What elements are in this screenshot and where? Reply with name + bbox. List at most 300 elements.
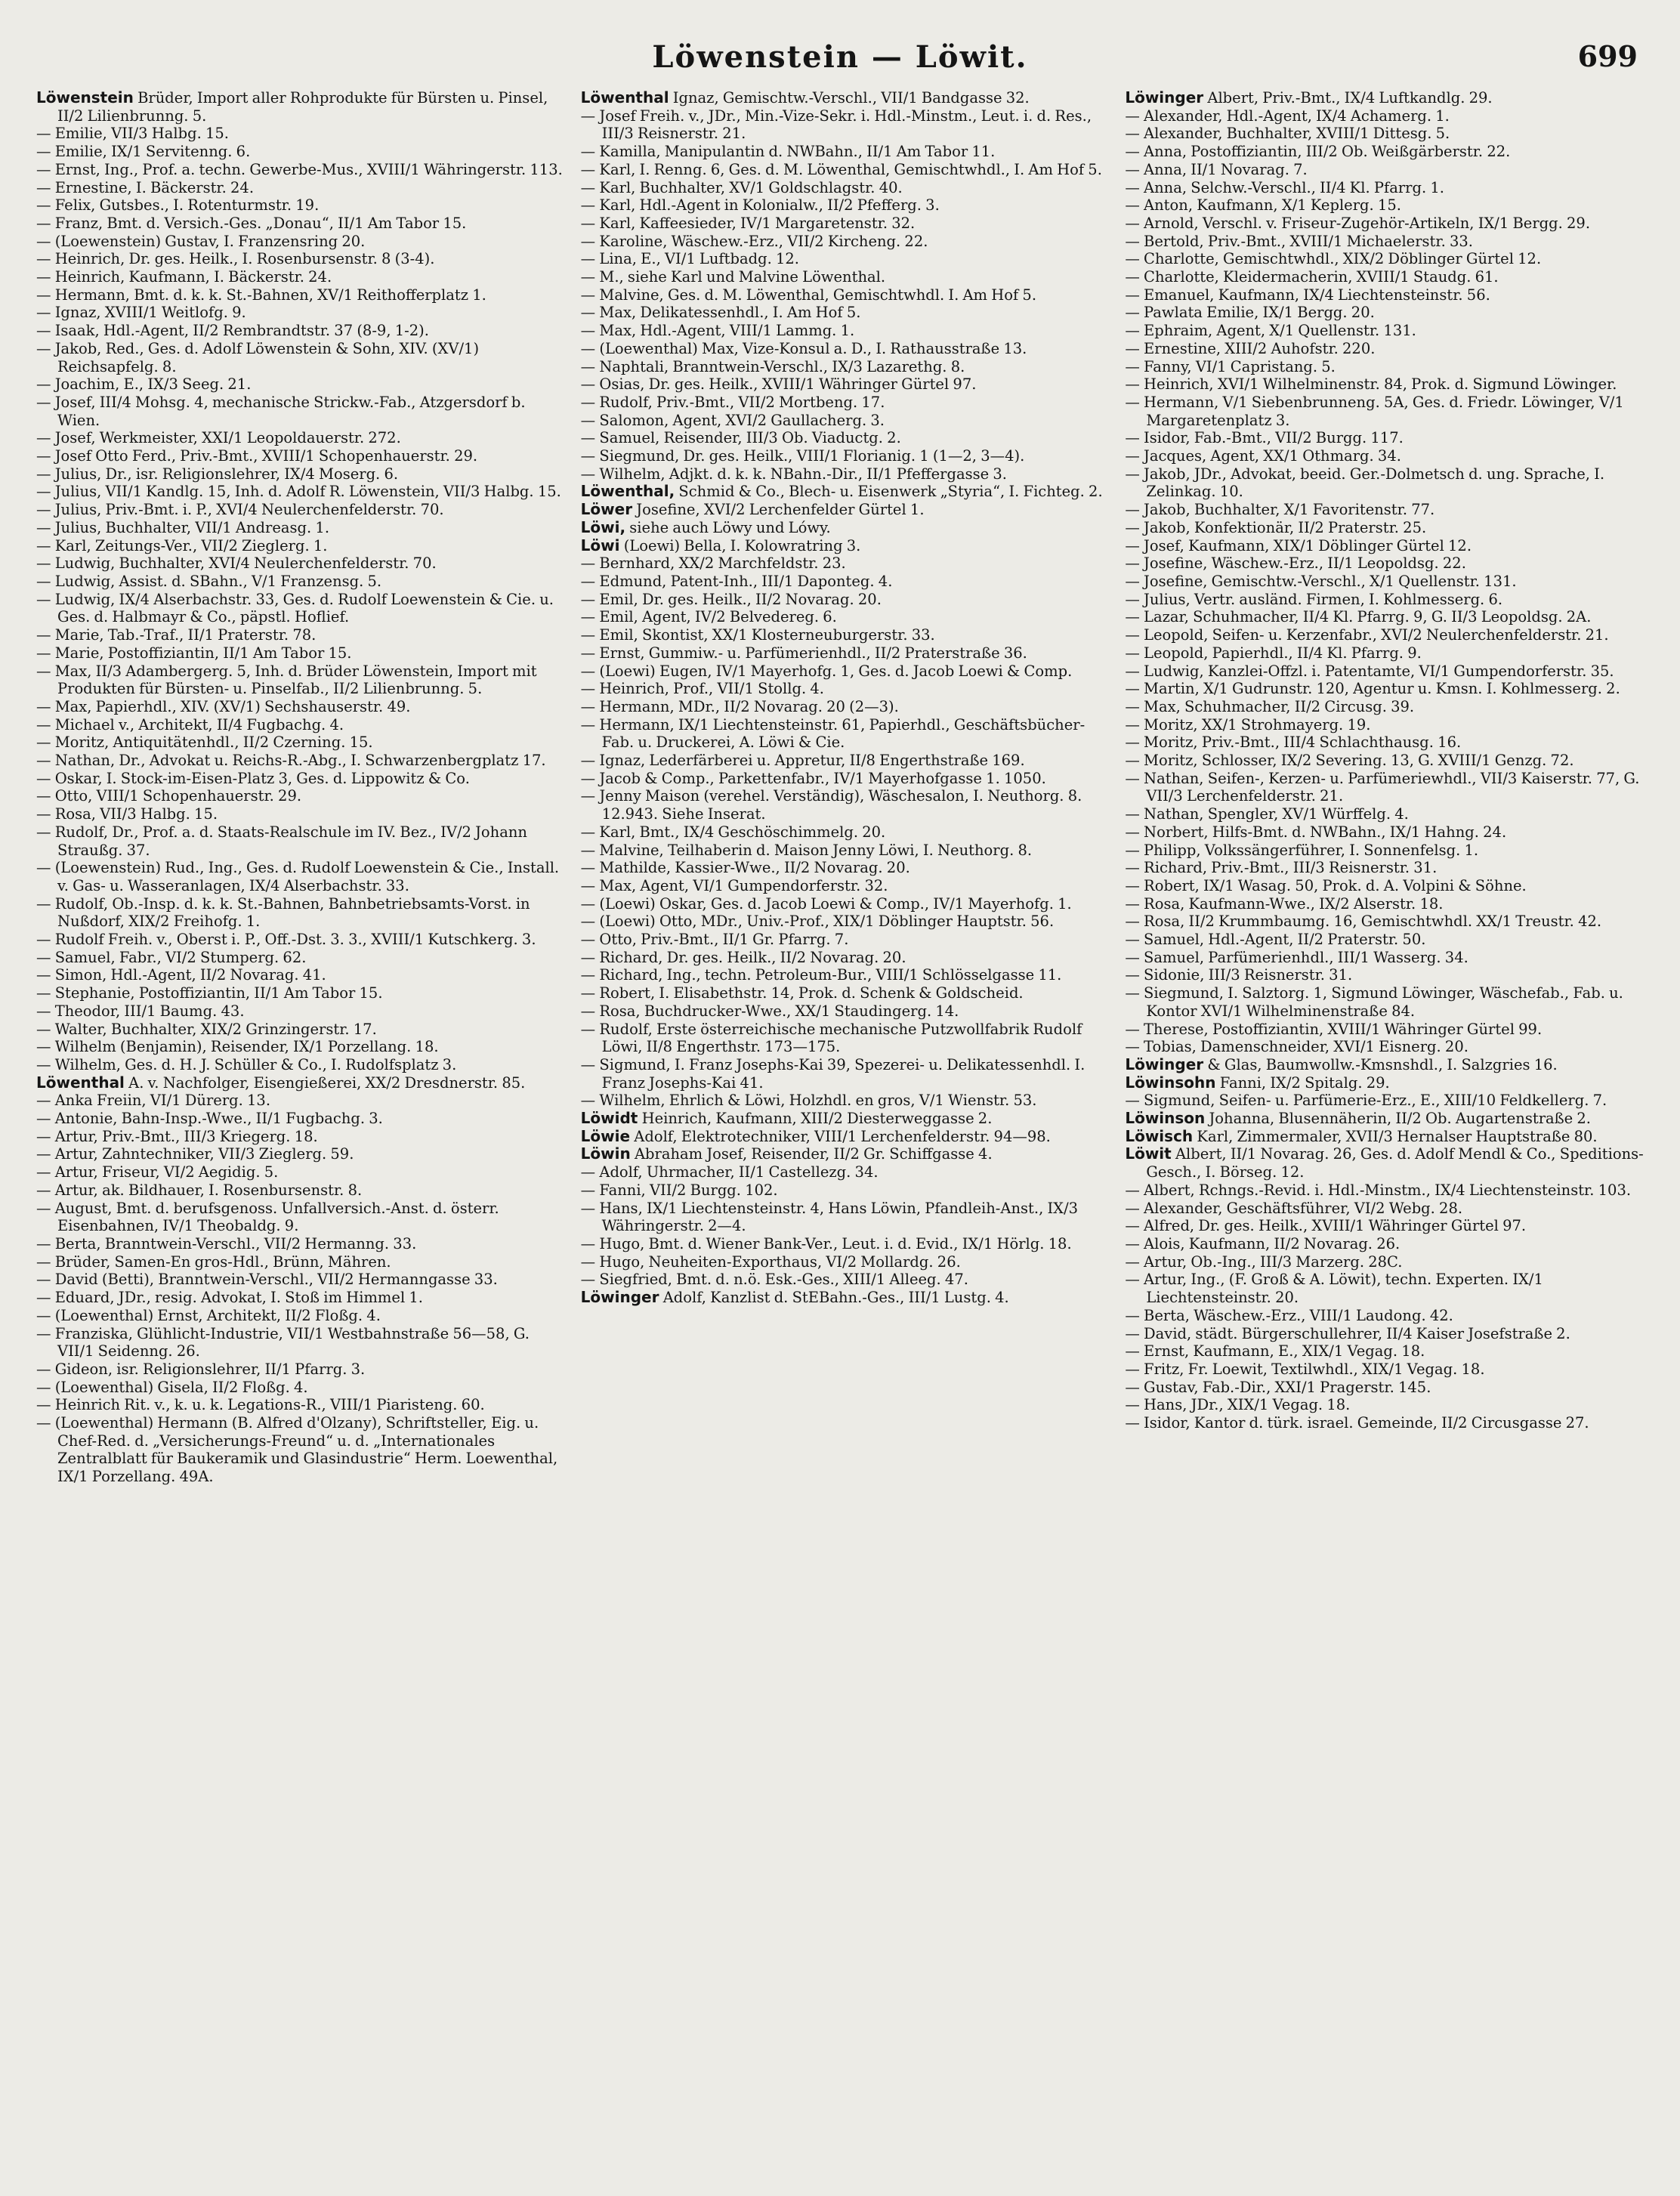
directory-entry xyxy=(36,1200,567,1235)
directory-entry xyxy=(581,304,1112,322)
directory-entry xyxy=(581,644,1112,663)
entry-text: — Adolf, Uhrmacher, II/1 Castellezg. 34. xyxy=(580,1163,879,1181)
directory-entry xyxy=(581,680,1112,698)
entry-text: — Ludwig, Assist. d. SBahn., V/1 Franzensg. 5. xyxy=(36,572,382,590)
entry-text: Ignaz, Gemischtw.-Verschl., VII/1 Bandgasse 32. xyxy=(672,89,1030,107)
directory-entry xyxy=(36,215,567,233)
entry-text: — Julius, Dr., isr. Religionslehrer, IX/4 Moserg. 6. xyxy=(36,465,399,483)
directory-entry xyxy=(36,1289,567,1307)
entry-text: — Wilhelm (Benjamin), Reisender, IX/1 Porzellang. 18. xyxy=(36,1038,439,1056)
entry-text: — Malvine, Teilhaberin d. Maison Jenny Löwi, I. Neuthorg. 8. xyxy=(580,841,1033,859)
entry-text: — Rosa, II/2 Krummbaumg. 16, Gemischtwhdl. XX/1 Treustr. 42. xyxy=(1125,913,1602,931)
entry-text: — Karl, Bmt., IX/4 Geschöschimmelg. 20. xyxy=(580,823,886,841)
entry-text: — Isidor, Fab.-Bmt., VII/2 Burgg. 117. xyxy=(1125,429,1404,447)
entry-text: — Bernhard, XX/2 Marchfeldstr. 23. xyxy=(580,554,846,573)
directory-entry xyxy=(36,483,567,501)
entry-text: — Martin, X/1 Gudrunstr. 120, Agentur u. Kmsn. I. Kohlmesserg. 2. xyxy=(1125,680,1620,698)
entry-text: Schmid & Co., Blech- u. Eisenwerk „Styria“, I. Fichteg. 2. xyxy=(678,483,1103,501)
entry-surname: Löwinger xyxy=(1125,1055,1204,1073)
entry-text: — Ludwig, Buchhalter, XVI/4 Neulerchenfelderstr. 70. xyxy=(36,554,437,573)
entry-text: Adolf, Elektrotechniker, VIII/1 Lerchenfelderstr. 94—98. xyxy=(634,1127,1051,1145)
entry-text: — Julius, VII/1 Kandlg. 15, Inh. d. Adolf R. Löwenstein, VII/3 Halbg. 15. xyxy=(36,483,561,501)
directory-entry xyxy=(36,1110,567,1128)
directory-entry xyxy=(36,537,567,555)
entry-text: Karl, Zimmermaler, XVII/3 Hernalser Hauptstraße 80. xyxy=(1197,1127,1598,1145)
directory-entry xyxy=(1125,842,1656,860)
entry-text: A. v. Nachfolger, Eisengießerei, XX/2 Dresdnerstr. 85. xyxy=(128,1073,526,1092)
directory-entry xyxy=(581,394,1112,412)
entry-text: — Artur, Friseur, VI/2 Aegidig. 5. xyxy=(36,1163,279,1181)
entry-text: — Alexander, Geschäftsführer, VI/2 Webg. 28. xyxy=(1125,1199,1463,1217)
entry-text: — Berta, Branntwein-Verschl., VII/2 Hermanng. 33. xyxy=(36,1235,417,1252)
entry-text: — Richard, Dr. ges. Heilk., II/2 Novarag. 20. xyxy=(580,948,906,966)
directory-entry xyxy=(1125,537,1656,555)
entry-text: — Max, Hdl.-Agent, VIII/1 Lammg. 1. xyxy=(580,322,855,340)
entry-text: — Karl, Buchhalter, XV/1 Goldschlagstr. 40. xyxy=(580,178,903,196)
directory-entry xyxy=(36,394,567,429)
entry-surname: Löwidt xyxy=(580,1109,638,1128)
entry-text: — Anka Freiin, VI/1 Dürerg. 13. xyxy=(36,1092,271,1110)
entry-text: — Gideon, isr. Religionslehrer, II/1 Pfarrg. 3. xyxy=(36,1360,366,1378)
directory-entry xyxy=(581,447,1112,465)
directory-entry xyxy=(1125,805,1656,823)
directory-entry xyxy=(1125,1217,1656,1235)
directory-entry xyxy=(36,949,567,967)
directory-entry xyxy=(581,519,1112,537)
entry-text: — Tobias, Damenschneider, XVI/1 Eisnerg. 20. xyxy=(1125,1038,1468,1056)
entry-text: — Otto, VIII/1 Schopenhauerstr. 29. xyxy=(36,787,302,805)
entry-text: — Robert, I. Elisabethstr. 14, Prok. d. Schenk & Goldscheid. xyxy=(580,984,1024,1002)
directory-entry xyxy=(1125,465,1656,501)
entry-text: — Wilhelm, Ehrlich & Löwi, Holzhdl. en gros, V/1 Wienstr. 53. xyxy=(580,1092,1037,1110)
directory-entry xyxy=(36,734,567,752)
directory-entry xyxy=(36,375,567,394)
directory-entry xyxy=(1125,233,1656,251)
entry-text: — Josef, Werkmeister, XXI/1 Leopoldauerstr. 272. xyxy=(36,429,401,447)
directory-entry xyxy=(1125,573,1656,591)
entry-surname: Löwenthal, xyxy=(580,482,675,501)
entry-text: Albert, Priv.-Bmt., IX/4 Luftkandlg. 29. xyxy=(1207,89,1493,107)
directory-entry xyxy=(1125,1145,1656,1181)
directory-entry xyxy=(1125,1307,1656,1325)
entry-text: — Josefine, Wäschew.-Erz., II/1 Leopoldsg. 22. xyxy=(1125,554,1466,573)
entry-text: — Karl, Kaffeesieder, IV/1 Margaretenstr. 32. xyxy=(580,214,916,232)
entry-text: — Sidonie, III/3 Reisnerstr. 31. xyxy=(1125,966,1353,984)
directory-entry xyxy=(36,501,567,519)
entry-text: — Max, Agent, VI/1 Gumpendorferstr. 32. xyxy=(580,876,888,894)
directory-entry xyxy=(1125,1396,1656,1414)
entry-text: — Franz, Bmt. d. Versich.-Ges. „Donau“, II/1 Am Tabor 15. xyxy=(36,214,467,232)
entry-text: — Julius, Vertr. ausländ. Firmen, I. Kohlmesserg. 6. xyxy=(1125,590,1503,608)
entry-text: — August, Bmt. d. berufsgenoss. Unfallversich.-Anst. d. österr. Eisenbahnen, IV/1 Theobaldg. 9. xyxy=(36,1199,499,1235)
directory-entry xyxy=(581,161,1112,179)
entry-text: — Alois, Kaufmann, II/2 Novarag. 26. xyxy=(1125,1235,1401,1252)
directory-entry xyxy=(1125,554,1656,573)
entry-text: — Gustav, Fab.-Dir., XXI/1 Pragerstr. 145. xyxy=(1125,1378,1431,1396)
entry-text: — Karoline, Wäschew.-Erz., VII/2 Kircheng. 22. xyxy=(580,232,928,250)
entry-surname: Löwenthal xyxy=(36,1073,125,1092)
directory-entry xyxy=(581,626,1112,644)
entry-text: — Max, Delikatessenhdl., I. Am Hof 5. xyxy=(580,304,861,322)
page-number: 699 xyxy=(1577,39,1638,73)
entry-text: — Theodor, III/1 Baumg. 43. xyxy=(36,1002,245,1020)
directory-entry xyxy=(36,1074,567,1092)
directory-entry xyxy=(581,698,1112,716)
entry-text: — Emil, Agent, IV/2 Belvedereg. 6. xyxy=(580,608,837,626)
entry-text: — Franziska, Glühlicht-Industrie, VII/1 Westbahnstraße 56—58, G. VII/1 Seidenng. 26. xyxy=(36,1324,530,1361)
directory-entry xyxy=(1125,375,1656,394)
directory-entry xyxy=(36,895,567,931)
directory-entry xyxy=(1125,1361,1656,1379)
entry-text: — Heinrich, Dr. ges. Heilk., I. Rosenbursenstr. 8 (3-4). xyxy=(36,250,435,268)
entry-text: — Josefine, Gemischtw.-Verschl., X/1 Quellenstr. 131. xyxy=(1125,572,1517,590)
entry-text: Heinrich, Kaufmann, XIII/2 Diesterweggasse 2. xyxy=(641,1110,993,1128)
directory-entry xyxy=(36,89,567,125)
directory-entry xyxy=(36,286,567,304)
directory-entry xyxy=(1125,1253,1656,1271)
entry-text: — Anton, Kaufmann, X/1 Keplerg. 15. xyxy=(1125,196,1401,215)
directory-entry xyxy=(36,340,567,375)
entry-text: — Jacques, Agent, XX/1 Othmarg. 34. xyxy=(1125,447,1401,465)
directory-entry xyxy=(36,698,567,716)
entry-text: Abraham Josef, Reisender, II/2 Gr. Schiffgasse 4. xyxy=(634,1145,993,1163)
entry-text: siehe auch Löwy und Lówy. xyxy=(629,518,831,536)
directory-entry xyxy=(1125,107,1656,125)
directory-entry xyxy=(1125,644,1656,663)
directory-entry xyxy=(581,1200,1112,1235)
entry-text: — Hermann, MDr., II/2 Novarag. 20 (2—3). xyxy=(580,697,899,715)
directory-entry xyxy=(1125,340,1656,358)
directory-entry xyxy=(581,501,1112,519)
entry-text: — Therese, Postoffiziantin, XVIII/1 Währinger Gürtel 99. xyxy=(1125,1020,1543,1038)
entry-text: — Alexander, Buchhalter, XVIII/1 Dittesg. 5. xyxy=(1125,125,1450,143)
directory-entry xyxy=(1125,179,1656,197)
entry-text: — Rudolf, Erste österreichische mechanische Putzwollfabrik Rudolf Löwi, II/8 Engerthstr. 173—175. xyxy=(580,1020,1082,1056)
entry-text: — Josef, III/4 Mohsg. 4, mechanische Strickw.-Fab., Atzgersdorf b. Wien. xyxy=(36,393,526,429)
entry-text: — Michael v., Architekt, II/4 Fugbachg. 4. xyxy=(36,715,344,734)
entry-text: — Moritz, XX/1 Strohmayerg. 19. xyxy=(1125,715,1371,734)
entry-text: — Max, II/3 Adambergerg. 5, Inh. d. Brüder Löwenstein, Import mit Produkten für Bürsten- u. Pinselfab., II/2 Lilienbrunng. 5. xyxy=(36,662,537,698)
directory-entry xyxy=(36,1002,567,1021)
directory-entry xyxy=(1125,734,1656,752)
directory-entry xyxy=(36,429,567,447)
directory-entry xyxy=(1125,966,1656,984)
entry-text: — M., siehe Karl und Malvine Löwenthal. xyxy=(580,268,886,286)
entry-text: — Emil, Skontist, XX/1 Klosterneuburgerstr. 33. xyxy=(580,626,935,644)
entry-text: — Rudolf Freih. v., Oberst i. P., Off.-Dst. 3. 3., XVIII/1 Kutschkerg. 3. xyxy=(36,931,536,949)
directory-entry xyxy=(581,608,1112,626)
entry-text: — David, städt. Bürgerschullehrer, II/4 Kaiser Josefstraße 2. xyxy=(1125,1324,1570,1342)
entry-surname: Löwenthal xyxy=(580,89,669,107)
entry-text: — Emil, Dr. ges. Heilk., II/2 Novarag. 20. xyxy=(580,590,882,608)
entry-text: — Max, Papierhdl., XIV. (XV/1) Sechshauserstr. 49. xyxy=(36,697,411,715)
entry-text: — Ernst, Gummiw.- u. Parfümerienhdl., II/2 Praterstraße 36. xyxy=(580,644,1027,662)
directory-entry xyxy=(36,626,567,644)
entry-surname: Löwinger xyxy=(580,1288,659,1307)
entry-text: — Samuel, Fabr., VI/2 Stumperg. 62. xyxy=(36,948,307,966)
entry-text: — Jakob, Buchhalter, X/1 Favoritenstr. 77. xyxy=(1125,501,1435,519)
entry-text: — Siegmund, I. Salztorg. 1, Sigmund Löwinger, Wäschefab., Fab. u. Kontor XVI/1 Wilhelminenstraße 84. xyxy=(1125,984,1623,1020)
directory-entry xyxy=(581,483,1112,501)
entry-text: — Ludwig, Kanzlei-Offzl. i. Patentamte, VI/1 Gumpendorferstr. 35. xyxy=(1125,662,1614,680)
directory-entry xyxy=(1125,89,1656,107)
entry-surname: Löwinson xyxy=(1125,1109,1206,1128)
entry-text: — Robert, IX/1 Wasag. 50, Prok. d. A. Volpini & Söhne. xyxy=(1125,876,1527,894)
entry-text: — Josef Freih. v., JDr., Min.-Vize-Sekr. i. Hdl.-Minstm., Leut. i. d. Res., III/3 Reisnerstr. 21. xyxy=(580,107,1092,143)
entry-text: — (Loewi) Otto, MDr., Univ.-Prof., XIX/1 Döblinger Hauptstr. 56. xyxy=(580,913,1055,931)
entry-text: — Brüder, Samen-En gros-Hdl., Brünn, Mähren. xyxy=(36,1252,391,1271)
directory-entry xyxy=(1125,591,1656,609)
directory-entry xyxy=(1125,752,1656,770)
directory-entry xyxy=(36,1253,567,1271)
entry-text: — Alexander, Hdl.-Agent, IX/4 Achamerg. 1. xyxy=(1125,107,1450,125)
directory-entry xyxy=(581,1002,1112,1021)
directory-entry xyxy=(36,1056,567,1074)
directory-entry xyxy=(581,895,1112,913)
entry-text: — Samuel, Parfümerienhdl., III/1 Wasserg. 34. xyxy=(1125,948,1468,966)
directory-entry xyxy=(36,1235,567,1253)
directory-entry xyxy=(581,412,1112,430)
directory-entry xyxy=(1125,501,1656,519)
entry-surname: Löwit xyxy=(1125,1144,1172,1163)
directory-entry xyxy=(36,196,567,215)
directory-entry xyxy=(581,1092,1112,1110)
directory-entry xyxy=(36,1307,567,1325)
directory-entry xyxy=(581,752,1112,770)
entry-text: — Hermann, Bmt. d. k. k. St.-Bahnen, XV/1 Reithofferplatz 1. xyxy=(36,286,486,304)
directory-entry xyxy=(581,250,1112,268)
entry-text: — Hermann, IX/1 Liechtensteinstr. 61, Papierhdl., Geschäftsbücher-Fab. u. Druckerei, A. Löwi & Cie. xyxy=(580,715,1086,752)
directory-entry xyxy=(581,663,1112,681)
entry-surname: Löwisch xyxy=(1125,1126,1194,1145)
directory-entry xyxy=(581,966,1112,984)
entry-text: — Ignaz, XVIII/1 Weitlofg. 9. xyxy=(36,304,246,322)
directory-entry xyxy=(581,89,1112,107)
directory-entry xyxy=(1125,215,1656,233)
directory-entry xyxy=(36,143,567,161)
directory-entry xyxy=(581,322,1112,340)
directory-entry xyxy=(581,913,1112,931)
entry-text: — Artur, Ing., (F. Groß & A. Löwit), techn. Experten. IX/1 Liechtensteinstr. 20. xyxy=(1125,1271,1543,1307)
entry-text: — Anna, Selchw.-Verschl., II/4 Kl. Pfarrg. 1. xyxy=(1125,178,1444,196)
directory-entry xyxy=(36,1361,567,1379)
directory-entry xyxy=(36,984,567,1002)
directory-entry xyxy=(1125,1414,1656,1432)
directory-entry xyxy=(36,554,567,573)
directory-entry xyxy=(36,966,567,984)
entry-text: — Kamilla, Manipulantin d. NWBahn., II/1 Am Tabor 11. xyxy=(580,143,996,161)
entry-text: — Nathan, Spengler, XV/1 Würffelg. 4. xyxy=(1125,805,1409,823)
entry-text: — Artur, Zahntechniker, VII/3 Zieglerg. 59. xyxy=(36,1145,354,1163)
directory-entry xyxy=(1125,322,1656,340)
directory-entry xyxy=(581,196,1112,215)
directory-entry xyxy=(1125,519,1656,537)
directory-entry xyxy=(36,1128,567,1146)
directory-entry xyxy=(1125,931,1656,949)
directory-entry xyxy=(1125,250,1656,268)
directory-entry xyxy=(581,537,1112,555)
entry-text: — Simon, Hdl.-Agent, II/2 Novarag. 41. xyxy=(36,966,326,984)
directory-entry xyxy=(36,931,567,949)
entry-text: — Samuel, Reisender, III/3 Ob. Viaductg. 2. xyxy=(580,429,901,447)
directory-entry xyxy=(1125,1128,1656,1146)
entry-text: — Rosa, VII/3 Halbg. 15. xyxy=(36,805,218,823)
entry-text: — Eduard, JDr., resig. Advokat, I. Stoß im Himmel 1. xyxy=(36,1289,423,1307)
directory-entry xyxy=(1125,626,1656,644)
entry-text: — Alfred, Dr. ges. Heilk., XVIII/1 Währinger Gürtel 97. xyxy=(1125,1217,1527,1235)
entry-text: — Josef, Kaufmann, XIX/1 Döblinger Gürtel 12. xyxy=(1125,536,1472,554)
entry-text: — Sigmund, I. Franz Josephs-Kai 39, Spezerei- u. Delikatessenhdl. I. Franz Josephs-Kai 41. xyxy=(580,1055,1086,1092)
directory-entry xyxy=(36,322,567,340)
directory-entry xyxy=(36,125,567,143)
entry-text: — Arnold, Verschl. v. Friseur-Zugehör-Artikeln, IX/1 Bergg. 29. xyxy=(1125,214,1591,232)
entry-text: — Karl, I. Renng. 6, Ges. d. M. Löwenthal, Gemischtwhdl., I. Am Hof 5. xyxy=(580,160,1102,178)
entry-text: — Osias, Dr. ges. Heilk., XVIII/1 Währinger Gürtel 97. xyxy=(580,375,977,394)
directory-entry xyxy=(1125,1325,1656,1343)
directory-entry xyxy=(581,823,1112,842)
directory-entry xyxy=(36,1092,567,1110)
directory-entry xyxy=(1125,770,1656,805)
directory-entry xyxy=(1125,680,1656,698)
directory-entry xyxy=(1125,1074,1656,1092)
directory-entry xyxy=(581,716,1112,752)
entry-text: — Philipp, Volkssängerführer, I. Sonnenfelsg. 1. xyxy=(1125,841,1479,859)
entry-text: — Sigmund, Seifen- u. Parfümerie-Erz., E., XIII/10 Feldkellerg. 7. xyxy=(1125,1092,1607,1110)
entry-text: — (Loewenthal) Hermann (B. Alfred d'Olzany), Schriftsteller, Eig. u. Chef-Red. d. „Versicherungs-Freund“ u. d. „Internationales Zentralblatt für Baukeramik und Glasindustrie“ Herm. Loewenthal, IX/1 Porzellang. 49A. xyxy=(36,1414,558,1486)
directory-entry xyxy=(36,805,567,823)
entry-text: — Rudolf, Ob.-Insp. d. k. k. St.-Bahnen, Bahnbetriebsamts-Vorst. in Nußdorf, XIX/2 Freihofg. 1. xyxy=(36,894,530,931)
directory-entry xyxy=(581,1163,1112,1181)
directory-entry xyxy=(36,1021,567,1039)
entry-text: — Jacob & Comp., Parkettenfabr., IV/1 Mayerhofgasse 1. 1050. xyxy=(580,769,1046,787)
entry-surname: Löwinsohn xyxy=(1125,1073,1216,1092)
directory-entry xyxy=(581,358,1112,376)
entry-text: — Ephraim, Agent, X/1 Quellenstr. 131. xyxy=(1125,322,1416,340)
entry-text: Adolf, Kanzlist d. StEBahn.-Ges., III/1 Lustg. 4. xyxy=(662,1289,1009,1307)
directory-entry xyxy=(1125,358,1656,376)
entry-text: — (Loewenthal) Max, Vize-Konsul a. D., I. Rathausstraße 13. xyxy=(580,339,1027,357)
entry-text: — (Loewenthal) Ernst, Architekt, II/2 Floßg. 4. xyxy=(36,1306,381,1324)
entry-text: — Wilhelm, Adjkt. d. k. k. NBahn.-Dir., II/1 Pfeffergasse 3. xyxy=(580,465,1007,483)
entry-surname: Löwinger xyxy=(1125,89,1204,107)
entry-text: — Anna, Postoffiziantin, III/2 Ob. Weißgärberstr. 22. xyxy=(1125,143,1511,161)
entry-text: — (Loewi) Oskar, Ges. d. Jacob Loewi & Comp., IV/1 Mayerhofg. 1. xyxy=(580,894,1072,913)
entry-text: — Rosa, Kaufmann-Wwe., IX/2 Alserstr. 18. xyxy=(1125,894,1444,913)
directory-entry xyxy=(1125,716,1656,734)
entry-text: — Leopold, Papierhdl., II/4 Kl. Pfarrg. 9. xyxy=(1125,644,1422,662)
directory-entry xyxy=(1125,394,1656,429)
entry-text: — Hans, IX/1 Liechtensteinstr. 4, Hans Löwin, Pfandleih-Anst., IX/3 Währingerstr. 2—4. xyxy=(580,1199,1079,1235)
directory-entry xyxy=(581,1253,1112,1271)
directory-entry xyxy=(36,1145,567,1163)
directory-entry xyxy=(581,1181,1112,1200)
directory-entry xyxy=(1125,1038,1656,1056)
directory-entry xyxy=(36,268,567,286)
entry-text: — Siegmund, Dr. ges. Heilk., VIII/1 Florianig. 1 (1—2, 3—4). xyxy=(580,447,1025,465)
directory-entry xyxy=(1125,1200,1656,1218)
directory-entry xyxy=(581,268,1112,286)
entry-text: Brüder, Import aller Rohprodukte für Bürsten u. Pinsel, II/2 Lilienbrunng. 5. xyxy=(57,89,548,125)
entry-surname: Löwie xyxy=(580,1126,631,1145)
entry-text: — Marie, Postoffiziantin, II/1 Am Tabor 15. xyxy=(36,644,352,662)
directory-entry xyxy=(581,984,1112,1002)
directory-entry xyxy=(581,1110,1112,1128)
entry-surname: Löwi, xyxy=(580,517,626,536)
entry-text: Fanni, IX/2 Spitalg. 29. xyxy=(1219,1073,1390,1092)
directory-entry xyxy=(581,1289,1112,1307)
entry-text: — Fritz, Fr. Loewit, Textilwhdl., XIX/1 Vegag. 18. xyxy=(1125,1360,1485,1378)
directory-entry xyxy=(581,591,1112,609)
directory-entry xyxy=(1125,608,1656,626)
directory-entry xyxy=(36,465,567,483)
directory-entry xyxy=(36,1038,567,1056)
entry-text: — Samuel, Hdl.-Agent, II/2 Praterstr. 50. xyxy=(1125,931,1426,949)
entry-surname: Löwenstein xyxy=(36,89,134,107)
directory-entry xyxy=(581,842,1112,860)
directory-entry xyxy=(1125,913,1656,931)
entry-text: — Berta, Wäschew.-Erz., VIII/1 Laudong. 42. xyxy=(1125,1306,1453,1324)
directory-entry xyxy=(581,931,1112,949)
directory-entry xyxy=(36,1414,567,1486)
entry-text: — Moritz, Priv.-Bmt., III/4 Schlachthausg. 16. xyxy=(1125,734,1462,752)
entry-text: — Ignaz, Lederfärberei u. Appretur, II/8 Engerthstraße 169. xyxy=(580,752,1025,770)
page-title: Löwenstein — Löwit. xyxy=(652,39,1028,75)
directory-entry xyxy=(581,107,1112,143)
entry-text: & Glas, Baumwollw.-Kmsnshdl., I. Salzgries 16. xyxy=(1207,1055,1558,1073)
entry-surname: Löwer xyxy=(580,500,633,519)
entry-text: — Norbert, Hilfs-Bmt. d. NWBahn., IX/1 Hahng. 24. xyxy=(1125,823,1507,841)
column-right xyxy=(1125,89,1656,2174)
entry-text: — (Loewi) Eugen, IV/1 Mayerhofg. 1, Ges. d. Jacob Loewi & Comp. xyxy=(580,662,1073,680)
directory-entry xyxy=(581,859,1112,877)
entry-surname: Löwi xyxy=(580,536,620,554)
directory-entry xyxy=(36,1325,567,1361)
directory-entry xyxy=(1125,1092,1656,1110)
entry-text: — Pawlata Emilie, IX/1 Bergg. 20. xyxy=(1125,304,1375,322)
entry-text: — Isidor, Kantor d. türk. israel. Gemeinde, II/2 Circusgasse 27. xyxy=(1125,1414,1589,1432)
directory-entry xyxy=(1125,304,1656,322)
entry-text: Josefine, XVI/2 Lerchenfelder Gürtel 1. xyxy=(636,501,925,519)
entry-text: — Rudolf, Dr., Prof. a. d. Staats-Realschule im IV. Bez., IV/2 Johann Straußg. 37. xyxy=(36,823,527,859)
column-middle xyxy=(581,89,1112,2174)
entry-text: — Julius, Priv.-Bmt. i. P., XVI/4 Neulerchenfelderstr. 70. xyxy=(36,501,444,519)
entry-text: — Otto, Priv.-Bmt., II/1 Gr. Pfarrg. 7. xyxy=(580,931,849,949)
directory-entry xyxy=(581,770,1112,788)
entry-text: — Artur, Ob.-Ing., III/3 Marzerg. 28C. xyxy=(1125,1252,1403,1271)
directory-entry xyxy=(36,447,567,465)
entry-text: — Hugo, Bmt. d. Wiener Bank-Ver., Leut. i. d. Evid., IX/1 Hörlg. 18. xyxy=(580,1235,1072,1252)
entry-text: — Marie, Tab.-Traf., II/1 Praterstr. 78. xyxy=(36,626,317,644)
directory-entry xyxy=(36,1379,567,1397)
column-left xyxy=(36,89,567,2174)
entry-text: — Emilie, IX/1 Servitenng. 6. xyxy=(36,143,251,161)
directory-entry xyxy=(581,1128,1112,1146)
entry-text: — Moritz, Antiquitätenhdl., II/2 Czerning. 15. xyxy=(36,734,373,752)
entry-text: — Josef Otto Ferd., Priv.-Bmt., XVIII/1 Schopenhauerstr. 29. xyxy=(36,447,478,465)
entry-text: — Nathan, Seifen-, Kerzen- u. Parfümeriewhdl., VII/3 Kaiserstr. 77, G. VII/3 Lerchenfelderstr. 21. xyxy=(1125,769,1640,805)
directory-entry xyxy=(1125,698,1656,716)
directory-entry xyxy=(581,179,1112,197)
entry-text: — Stephanie, Postoffiziantin, II/1 Am Tabor 15. xyxy=(36,984,383,1002)
entry-text: — Wilhelm, Ges. d. H. J. Schüller & Co., I. Rudolfsplatz 3. xyxy=(36,1055,457,1073)
directory-entry xyxy=(1125,143,1656,161)
entry-text: — Jenny Maison (verehel. Verständig), Wäschesalon, I. Neuthorg. 8. 12.943. Siehe Inserat. xyxy=(580,787,1082,823)
entry-text: — Fanny, VI/1 Capristang. 5. xyxy=(1125,357,1336,375)
directory-entry xyxy=(1125,268,1656,286)
directory-entry xyxy=(1125,859,1656,877)
entry-text: — Hugo, Neuheiten-Exporthaus, VI/2 Mollardg. 26. xyxy=(580,1252,961,1271)
directory-entry xyxy=(1125,1235,1656,1253)
